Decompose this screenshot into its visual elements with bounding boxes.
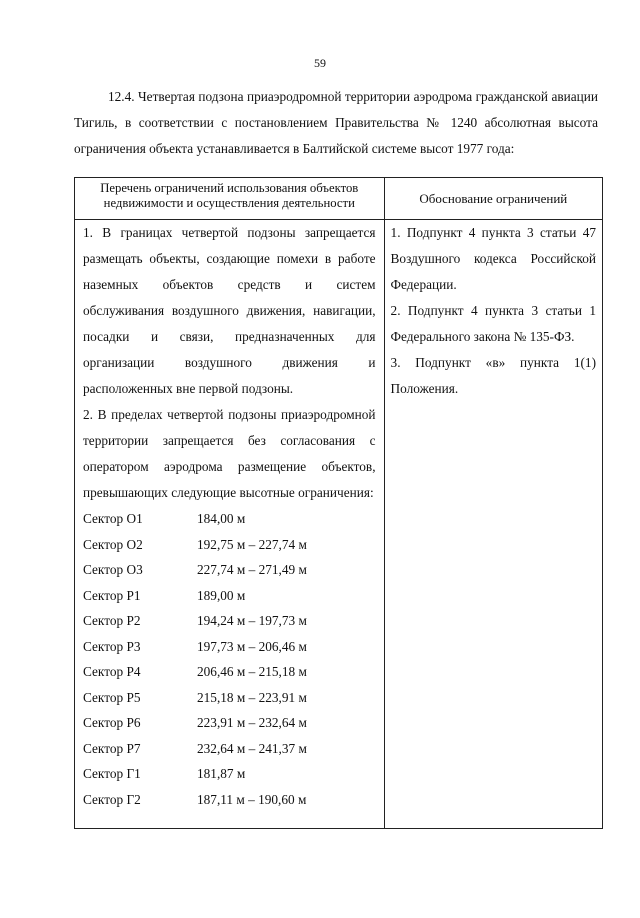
sector-height: 187,11 м – 190,60 м: [197, 791, 307, 807]
sector-row: [83, 532, 376, 558]
table-header-justification: Обоснование ограничений: [384, 178, 602, 220]
restriction-item-1: 1. В границах четвертой подзоны запрещается размещать объекты, создающие помехи в работе наземных объектов средств и систем обслуживания воздушного движения, навигации, посадки и связи, предназначенных для организации воздушного движения и расположенных вне первой подзоны.: [83, 225, 376, 396]
restriction-item-2: 2. В пределах четвертой подзоны приаэродромной территории запрещается без согласования с оператором аэродрома размещение объектов, превышающих следующие высотные ограничения:: [83, 407, 376, 500]
sector-height: 215,18 м – 223,91 м: [197, 689, 307, 705]
sector-name: Сектор Р1: [83, 587, 141, 603]
sector-name: Сектор Г2: [83, 791, 141, 807]
sector-row: [83, 634, 376, 660]
sector-height: 223,91 м – 232,64 м: [197, 715, 307, 730]
page-number: 59: [314, 56, 326, 70]
table-header-restrictions: Перечень ограничений использования объектов недвижимости и осуществления деятельности: [75, 178, 385, 220]
sector-row: [83, 761, 376, 787]
sector-row: [83, 583, 376, 609]
sector-name: Сектор Р3: [83, 638, 141, 654]
sector-height: 197,73 м – 206,46 м: [197, 638, 307, 654]
justification-cell: [384, 220, 602, 829]
sector-name: Сектор О3: [83, 562, 143, 577]
justification-item-2: 2. Подпункт 4 пункта 3 статьи 1 Федерального закона № 135-ФЗ.: [390, 303, 596, 344]
sector-name: Сектор Р2: [83, 613, 141, 628]
sector-height: 232,64 м – 241,37 м: [197, 740, 307, 756]
sector-name: Сектор О2: [83, 536, 143, 552]
sector-row: [83, 685, 376, 711]
sector-row: [83, 557, 376, 583]
intro-paragraph: [74, 84, 598, 162]
sector-name: Сектор Р4: [83, 664, 141, 679]
sector-row: [83, 787, 376, 813]
sector-name: Сектор Р7: [83, 740, 141, 756]
sector-row: [83, 608, 376, 634]
sector-height: 227,74 м – 271,49 м: [197, 562, 307, 577]
sector-height: 192,75 м – 227,74 м: [197, 536, 307, 552]
sector-row: [83, 659, 376, 685]
sector-name: Сектор О1: [83, 511, 143, 526]
sector-height: 189,00 м: [197, 587, 246, 603]
sector-row: [83, 710, 376, 736]
justification-item-1: 1. Подпункт 4 пункта 3 статьи 47 Воздушного кодекса Российской Федерации.: [390, 225, 596, 292]
sector-row: [83, 736, 376, 762]
sector-name: Сектор Р5: [83, 689, 141, 705]
restrictions-cell: [75, 220, 385, 829]
intro-text: 12.4. Четвертая подзона приаэродромной территории аэродрома гражданской авиации Тигиль, в соответствии с постановлением Правительства № 1240 абсолютная высота ограничения объекта устанавливается в Балтийской системе высот 1977 года:: [74, 89, 598, 156]
sector-height: 184,00 м: [197, 511, 246, 526]
sector-height: 206,46 м – 215,18 м: [197, 664, 307, 679]
sector-name: Сектор Г1: [83, 766, 141, 781]
sector-name: Сектор Р6: [83, 715, 141, 730]
table-row: [75, 220, 603, 829]
justification-item-3: 3. Подпункт «в» пункта 1(1) Положения.: [390, 355, 596, 396]
restrictions-table: [74, 177, 603, 829]
sector-row: [83, 506, 376, 532]
sector-list: [83, 506, 376, 812]
table-header-row: [75, 178, 603, 220]
sector-height: 194,24 м – 197,73 м: [197, 613, 307, 628]
sector-height: 181,87 м: [197, 766, 246, 781]
